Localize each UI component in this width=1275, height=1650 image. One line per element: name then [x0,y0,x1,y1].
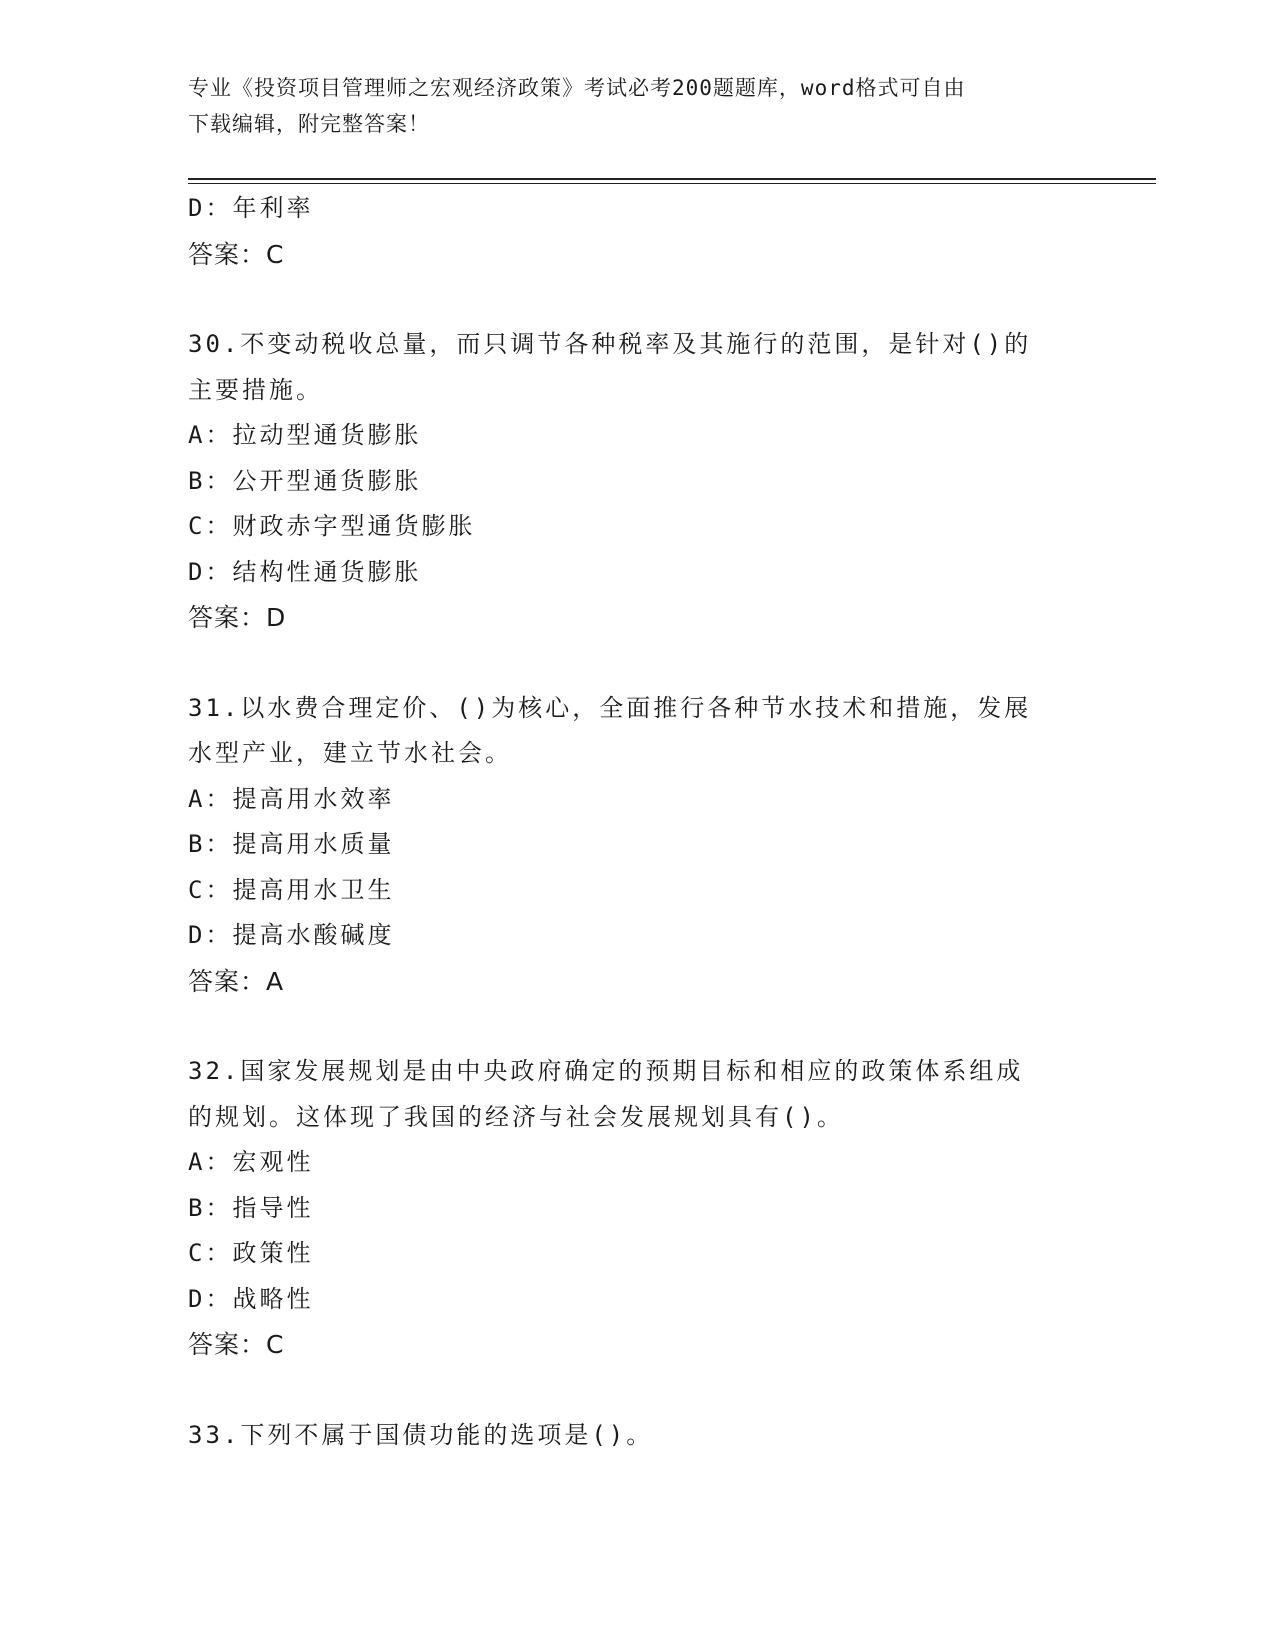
option-a: A：提高用水效率 [188,784,395,813]
option-d: D：年利率 [188,194,314,222]
answer-line: 答案：D [188,603,287,632]
question-stem-line: 31.以水费合理定价、()为核心，全面推行各种节水技术和措施，发展 [188,693,1032,722]
header-line-1: 专业《投资项目管理师之宏观经济政策》考试必考200题题库，word格式可自由 [188,76,966,100]
question-32 [188,1049,1088,1368]
question-stem-line: 的规划。这体现了我国的经济与社会发展规划具有()。 [188,1102,844,1131]
question-stem-line: 水型产业，建立节水社会。 [188,739,512,767]
question-stem-line: 32.国家发展规划是由中央政府确定的预期目标和相应的政策体系组成 [188,1057,1024,1085]
header-divider [188,178,1156,180]
option-b: B：提高用水质量 [188,830,395,858]
option-d: D：战略性 [188,1284,314,1313]
option-c: C：提高用水卫生 [188,875,395,904]
question-stem-line: 主要措施。 [188,375,323,404]
option-d: D：结构性通货膨胀 [188,557,422,586]
answer-line: 答案：C [188,239,285,269]
carryover-block [188,186,1088,277]
answer-line: 答案：C [188,1330,285,1359]
option-a: A：拉动型通货膨胀 [188,421,422,449]
document-body [188,186,1088,1458]
option-b: B：公开型通货膨胀 [188,466,422,495]
question-stem-line: 33.下列不属于国债功能的选项是()。 [188,1420,654,1449]
question-31 [188,686,1088,1005]
header-divider-thin [188,183,1156,184]
option-d: D：提高水酸碱度 [188,921,395,949]
option-a: A：宏观性 [188,1148,314,1176]
header-line-2: 下载编辑，附完整答案！ [188,112,430,136]
option-c: C：政策性 [188,1239,314,1267]
answer-line: 答案：A [188,966,285,996]
question-30 [188,322,1088,641]
question-33 [188,1413,1088,1459]
option-b: B：指导性 [188,1193,314,1222]
document-header [188,70,1088,142]
option-c: C：财政赤字型通货膨胀 [188,512,476,540]
question-stem-line: 30.不变动税收总量，而只调节各种税率及其施行的范围，是针对()的 [188,330,1032,358]
